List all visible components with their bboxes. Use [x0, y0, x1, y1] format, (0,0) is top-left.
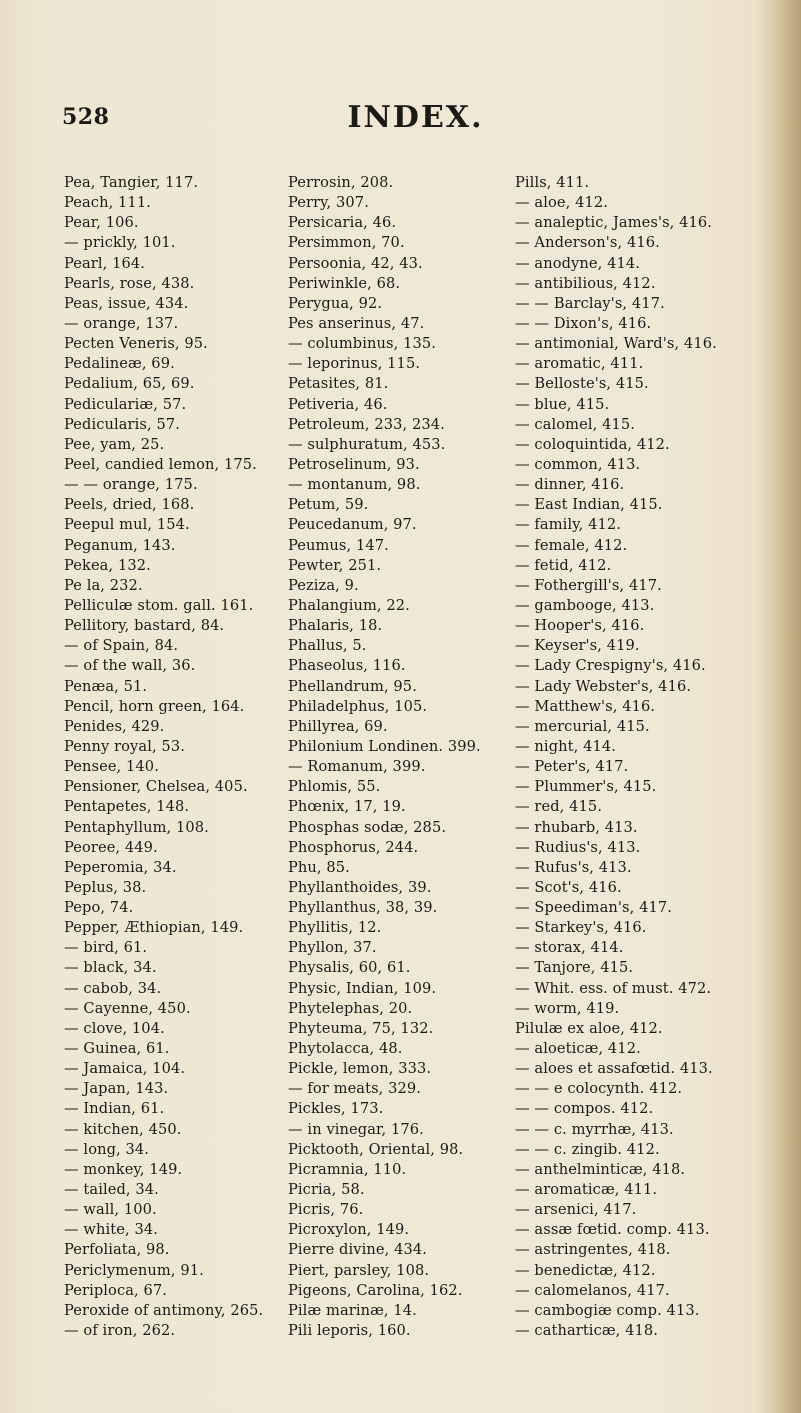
index-entry: Physic, Indian, 109. [288, 979, 437, 997]
index-entry: Penides, 429. [64, 717, 165, 735]
index-entry: — clove, 104. [64, 1019, 165, 1037]
index-entry: Petum, 59. [288, 496, 369, 514]
index-entry: Philonium Londinen. 399. [288, 737, 481, 755]
index-column-1 [64, 173, 298, 1341]
index-entry: Phœnix, 17, 19. [288, 798, 406, 816]
index-entry: Peel, candied lemon, 175. [64, 455, 257, 473]
index-entry: Pee, yam, 25. [64, 435, 165, 453]
index-entry: Petroselinum, 93. [288, 455, 420, 473]
page-number: 528 [62, 104, 110, 130]
index-entry: Phyteuma, 75, 132. [288, 1019, 434, 1037]
index-entry: Pickles, 173. [288, 1100, 384, 1118]
index-entry: — wall, 100. [64, 1201, 157, 1219]
index-entry: — family, 412. [515, 516, 621, 534]
index-entry: Petasites, 81. [288, 375, 389, 393]
index-entry: — cambogiæ comp. 413. [515, 1301, 700, 1319]
index-entry: — aromatic, 411. [515, 355, 644, 373]
index-entry: — of iron, 262. [64, 1322, 176, 1340]
index-entry: — orange, 137. [64, 314, 179, 332]
index-entry: Pickle, lemon, 333. [288, 1060, 432, 1078]
index-entry: Phalangium, 22. [288, 596, 410, 614]
index-entry: — rhubarb, 413. [515, 818, 638, 836]
index-entry: Picris, 76. [288, 1201, 364, 1219]
index-entry: Pellitory, bastard, 84. [64, 617, 225, 635]
index-entry: Pepper, Æthiopian, 149. [64, 919, 244, 937]
index-entry: Piert, parsley, 108. [288, 1261, 430, 1279]
index-entry: Pilæ marinæ, 14. [288, 1301, 417, 1319]
index-entry: Peels, dried, 168. [64, 496, 195, 514]
index-entry: — Cayenne, 450. [64, 999, 191, 1017]
index-entry: Phosphorus, 244. [288, 838, 419, 856]
index-entry: — anthelminticæ, 418. [515, 1160, 686, 1178]
index-entry: — Keyser's, 419. [515, 637, 640, 655]
index-entry: Pes anserinus, 47. [288, 314, 425, 332]
index-entry: — assæ fœtid. comp. 413. [515, 1221, 710, 1239]
index-entry: Peucedanum, 97. [288, 516, 417, 534]
index-entry: — Japan, 143. [64, 1080, 169, 1098]
index-entry: — antibilious, 412. [515, 274, 656, 292]
index-entry: — white, 34. [64, 1221, 158, 1239]
index-entry: — Peter's, 417. [515, 758, 629, 776]
index-entry: — in vinegar, 176. [288, 1120, 424, 1138]
index-entry: — Rufus's, 413. [515, 858, 632, 876]
index-entry: — — c. zingib. 412. [515, 1140, 660, 1158]
index-entry: — Indian, 61. [64, 1100, 165, 1118]
index-entry: — Tanjore, 415. [515, 959, 634, 977]
index-entry: Periclymenum, 91. [64, 1261, 204, 1279]
index-entry: — — compos. 412. [515, 1100, 654, 1118]
index-entry: — blue, 415. [515, 395, 610, 413]
index-entry: Phalaris, 18. [288, 617, 383, 635]
index-entry: Peplus, 38. [64, 878, 147, 896]
index-entry: — Plummer's, 415. [515, 778, 657, 796]
index-entry: — anodyne, 414. [515, 254, 641, 272]
index-entry: — Speediman's, 417. [515, 899, 672, 917]
index-entry: Picria, 58. [288, 1181, 365, 1199]
index-entry: Phytelephas, 20. [288, 999, 413, 1017]
index-entry: Pensioner, Chelsea, 405. [64, 778, 248, 796]
index-entry: Pewter, 251. [288, 556, 382, 574]
index-entry: Phosphas sodæ, 285. [288, 818, 447, 836]
index-entry: Phallus, 5. [288, 637, 367, 655]
index-entry: Pensee, 140. [64, 758, 159, 776]
index-entry: Phellandrum, 95. [288, 677, 417, 695]
index-entry: Pecten Veneris, 95. [64, 335, 208, 353]
index-entry: Picramnia, 110. [288, 1160, 407, 1178]
index-entry: — columbinus, 135. [288, 335, 436, 353]
index-entry: — prickly, 101. [64, 234, 176, 252]
index-entry: Phu, 85. [288, 858, 350, 876]
index-entry: — dinner, 416. [515, 476, 625, 494]
index-entry: — — Dixon's, 416. [515, 314, 652, 332]
index-entry: Phaseolus, 116. [288, 657, 406, 675]
index-entry: — coloquintida, 412. [515, 435, 670, 453]
index-entry: — Lady Crespigny's, 416. [515, 657, 706, 675]
index-entry: Phytolacca, 48. [288, 1040, 403, 1058]
index-entry: Picktooth, Oriental, 98. [288, 1140, 464, 1158]
index-entry: Philadelphus, 105. [288, 697, 428, 715]
index-entry: — Anderson's, 416. [515, 234, 660, 252]
index-entry: — — Barclay's, 417. [515, 294, 665, 312]
index-entry: — tailed, 34. [64, 1181, 159, 1199]
index-entry: — mercurial, 415. [515, 717, 650, 735]
index-entry: — Guinea, 61. [64, 1040, 170, 1058]
index-entry: — gambooge, 413. [515, 596, 655, 614]
index-entry: — Scot's, 416. [515, 878, 622, 896]
index-entry: — black, 34. [64, 959, 157, 977]
index-entry: Phyllanthus, 38, 39. [288, 899, 438, 917]
index-entry: Perrosin, 208. [288, 174, 394, 191]
index-entry: — Starkey's, 416. [515, 919, 647, 937]
index-entry: — Rudius's, 413. [515, 838, 641, 856]
index-entry: Perfoliata, 98. [64, 1241, 170, 1259]
index-entry: — long, 34. [64, 1140, 150, 1158]
index-entry: Peoree, 449. [64, 838, 158, 856]
index-entry: Pediculariæ, 57. [64, 395, 187, 413]
index-entry: — benedictæ, 412. [515, 1261, 656, 1279]
index-entry: — analeptic, James's, 416. [515, 214, 713, 232]
index-entry: Periploca, 67. [64, 1281, 168, 1299]
index-entry: Pedicularis, 57. [64, 415, 180, 433]
index-entry: — of the wall, 36. [64, 657, 196, 675]
index-entry: Picroxylon, 149. [288, 1221, 410, 1239]
index-entry: — bird, 61. [64, 939, 148, 957]
index-entry: Pearls, rose, 438. [64, 274, 195, 292]
index-entry: — arsenici, 417. [515, 1201, 637, 1219]
index-entry: Pea, Tangier, 117. [64, 174, 199, 191]
index-entry: Phillyrea, 69. [288, 717, 388, 735]
index-entry: — calomelanos, 417. [515, 1281, 670, 1299]
index-entry: Phlomis, 55. [288, 778, 381, 796]
index-entry: — aromaticæ, 411. [515, 1181, 658, 1199]
index-entry: Pedalineæ, 69. [64, 355, 175, 373]
index-entry: Pearl, 164. [64, 254, 146, 272]
index-entry: — kitchen, 450. [64, 1120, 182, 1138]
index-entry: Peziza, 9. [288, 576, 359, 594]
index-entry: Pentaphyllum, 108. [64, 818, 209, 836]
index-entry: Phyllitis, 12. [288, 919, 382, 937]
index-entry: — sulphuratum, 453. [288, 435, 446, 453]
index-entry: Penæa, 51. [64, 677, 148, 695]
index-entry: Peepul mul, 154. [64, 516, 190, 534]
index-entry: Pilulæ ex aloe, 412. [515, 1019, 663, 1037]
index-entry: — fetid, 412. [515, 556, 612, 574]
index-entry: Petiveria, 46. [288, 395, 388, 413]
index-entry: — leporinus, 115. [288, 355, 421, 373]
index-entry: — antimonial, Ward's, 416. [515, 335, 717, 353]
index-entry: Petroleum, 233, 234. [288, 415, 445, 433]
index-entry: Persicaria, 46. [288, 214, 397, 232]
index-entry: — astringentes, 418. [515, 1241, 671, 1259]
index-entry: Penny royal, 53. [64, 737, 185, 755]
index-entry: Pelliculæ stom. gall. 161. [64, 596, 254, 614]
index-entry: — — c. myrrhæ, 413. [515, 1120, 674, 1138]
index-entry: Pigeons, Carolina, 162. [288, 1281, 463, 1299]
index-entry: Peas, issue, 434. [64, 294, 189, 312]
index-entry: — worm, 419. [515, 999, 620, 1017]
index-column-3 [515, 173, 777, 1341]
index-entry: — Hooper's, 416. [515, 617, 645, 635]
index-entry: Pierre divine, 434. [288, 1241, 427, 1259]
index-entry: Persoonia, 42, 43. [288, 254, 423, 272]
index-entry: — East Indian, 415. [515, 496, 663, 514]
index-entry: Persimmon, 70. [288, 234, 405, 252]
index-entry: — Whit. ess. of must. 472. [515, 979, 712, 997]
index-entry: Periwinkle, 68. [288, 274, 401, 292]
index-entry: Phyllanthoides, 39. [288, 878, 432, 896]
page-title: INDEX. [347, 100, 484, 135]
index-entry: Pedalium, 65, 69. [64, 375, 195, 393]
index-entry: Peganum, 143. [64, 536, 176, 554]
index-entry: — cabob, 34. [64, 979, 162, 997]
index-entry: — calomel, 415. [515, 415, 635, 433]
index-entry: Pekea, 132. [64, 556, 151, 574]
index-entry: — night, 414. [515, 737, 616, 755]
index-entry: — catharticæ, 418. [515, 1322, 659, 1340]
index-entry: Physalis, 60, 61. [288, 959, 411, 977]
index-entry: Pepo, 74. [64, 899, 134, 917]
index-entry: — — orange, 175. [64, 476, 198, 494]
index-entry: — montanum, 98. [288, 476, 421, 494]
index-entry: — aloeticæ, 412. [515, 1040, 641, 1058]
index-entry: Pili leporis, 160. [288, 1322, 411, 1340]
index-entry: Perygua, 92. [288, 294, 383, 312]
index-entry: — red, 415. [515, 798, 603, 816]
index-entry: — common, 413. [515, 455, 641, 473]
index-entry: — Romanum, 399. [288, 758, 426, 776]
index-entry: — Lady Webster's, 416. [515, 677, 692, 695]
index-entry: — Jamaica, 104. [64, 1060, 186, 1078]
index-entry: Pe la, 232. [64, 576, 143, 594]
index-entry: Pencil, horn green, 164. [64, 697, 245, 715]
index-entry: — aloe, 412. [515, 194, 608, 212]
index-entry: Peroxide of antimony, 265. [64, 1301, 264, 1319]
index-entry: Perry, 307. [288, 194, 369, 212]
index-entry: — of Spain, 84. [64, 637, 179, 655]
index-column-2 [288, 173, 516, 1341]
index-entry: Phyllon, 37. [288, 939, 377, 957]
index-entry: Peumus, 147. [288, 536, 389, 554]
index-entry: — monkey, 149. [64, 1160, 183, 1178]
index-entry: Pear, 106. [64, 214, 139, 232]
index-entry: — Belloste's, 415. [515, 375, 649, 393]
index-entry: — for meats, 329. [288, 1080, 422, 1098]
index-entry: — female, 412. [515, 536, 628, 554]
index-entry: Peach, 111. [64, 194, 151, 212]
index-entry: — storax, 414. [515, 939, 624, 957]
index-entry: — aloes et assafœtid. 413. [515, 1060, 713, 1078]
index-entry: — Matthew's, 416. [515, 697, 656, 715]
index-entry: Pentapetes, 148. [64, 798, 190, 816]
index-entry: Pills, 411. [515, 174, 590, 191]
index-entry: — Fothergill's, 417. [515, 576, 662, 594]
index-entry: — — e colocynth. 412. [515, 1080, 683, 1098]
index-entry: Peperomia, 34. [64, 858, 177, 876]
